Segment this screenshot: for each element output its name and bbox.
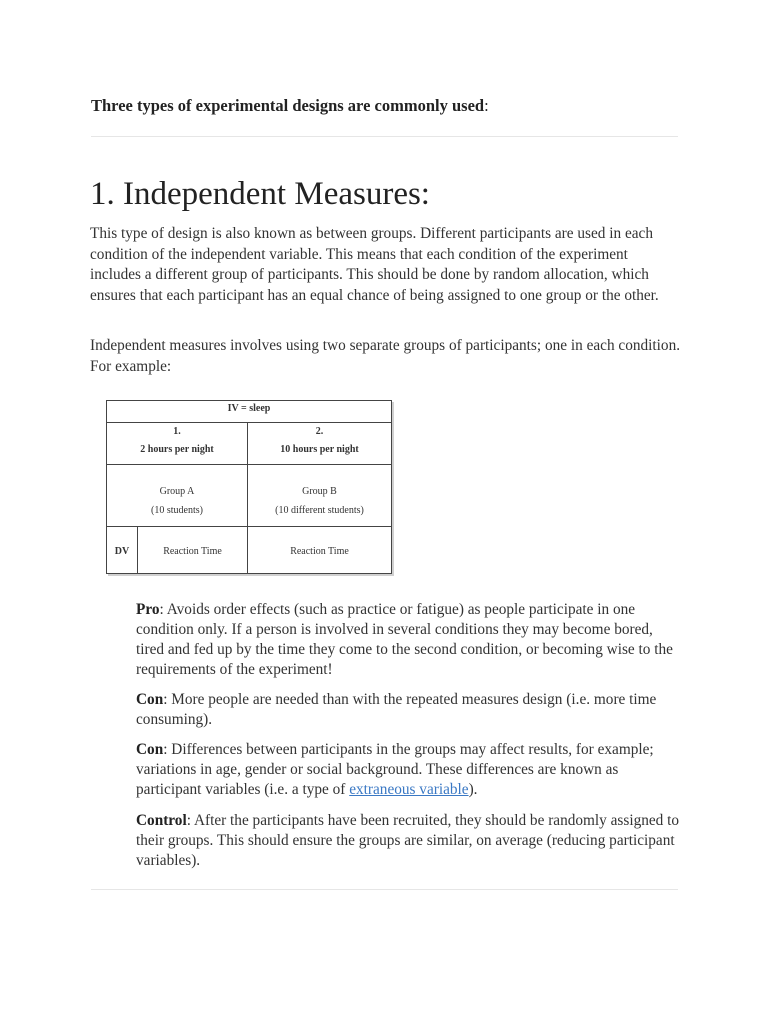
table-group-b-name: Group B (302, 486, 337, 497)
example-table-image (106, 400, 392, 574)
divider-bottom (91, 889, 678, 890)
point-label: Pro (136, 601, 160, 618)
table-line (107, 526, 391, 527)
point-label: Con (136, 691, 164, 708)
point-text: : After the participants have been recruited, they should be randomly assigned to their groups. This should ensure the groups are similar, on average (reducing participant variables). (136, 812, 680, 869)
control-point (136, 811, 681, 871)
table-dv-col2: Reaction Time (290, 546, 349, 557)
section-heading: 1. Independent Measures: (90, 176, 430, 212)
intro-line (91, 95, 681, 117)
point-text-after: ). (468, 781, 478, 798)
table-col2-number: 2. (315, 426, 324, 437)
table-group-a-name: Group A (159, 486, 195, 497)
point-text: : Differences between participants in the groups may affect results, for example; variations in age, gender or social background. These differences are known as participant variables (i.e. a type of (136, 741, 654, 798)
point-label: Control (136, 812, 187, 829)
table-dv-label: DV (114, 546, 130, 557)
intro-bold-text: Three types of experimental designs are commonly used (91, 96, 485, 115)
extraneous-variable-link[interactable]: extraneous variable (349, 781, 469, 798)
table-line (107, 422, 391, 423)
point-text: : Avoids order effects (such as practice or fatigue) as people participate in one condition only. If a person is involved in several conditions they may become bored, tired and fed up by the time they come to the second condition, or becoming wise to the requirements of the experiment! (136, 601, 673, 678)
table-dv-col1: Reaction Time (163, 546, 222, 557)
table-col1-number: 1. (173, 426, 181, 437)
con-point-2 (136, 740, 681, 800)
table-header-iv: IV = sleep (227, 403, 271, 414)
table-col1-label: 2 hours per night (140, 444, 214, 455)
point-text: : More people are needed than with the repeated measures design (i.e. more time consuming). (136, 691, 657, 728)
con-point-1 (136, 690, 681, 730)
table-line (107, 464, 391, 465)
point-label: Con (136, 741, 164, 758)
intro-suffix: : (484, 96, 489, 115)
divider-top (91, 136, 678, 137)
paragraph-definition: This type of design is also known as between groups. Different participants are used in each condition of the independent variable. This means that each condition of the experiment includes a different group of participants. This should be done by random allocation, which ensures that each participant has an equal chance of being assigned to one group or the other. (90, 225, 659, 304)
table-col2-label: 10 hours per night (280, 444, 359, 455)
table-group-b-detail: (10 different students) (275, 505, 364, 516)
paragraph-example-intro: Independent measures involves using two separate groups of participants; one in each condition. For example: (90, 337, 681, 375)
table-group-a-detail: (10 students) (151, 505, 203, 516)
pro-point (136, 600, 681, 680)
